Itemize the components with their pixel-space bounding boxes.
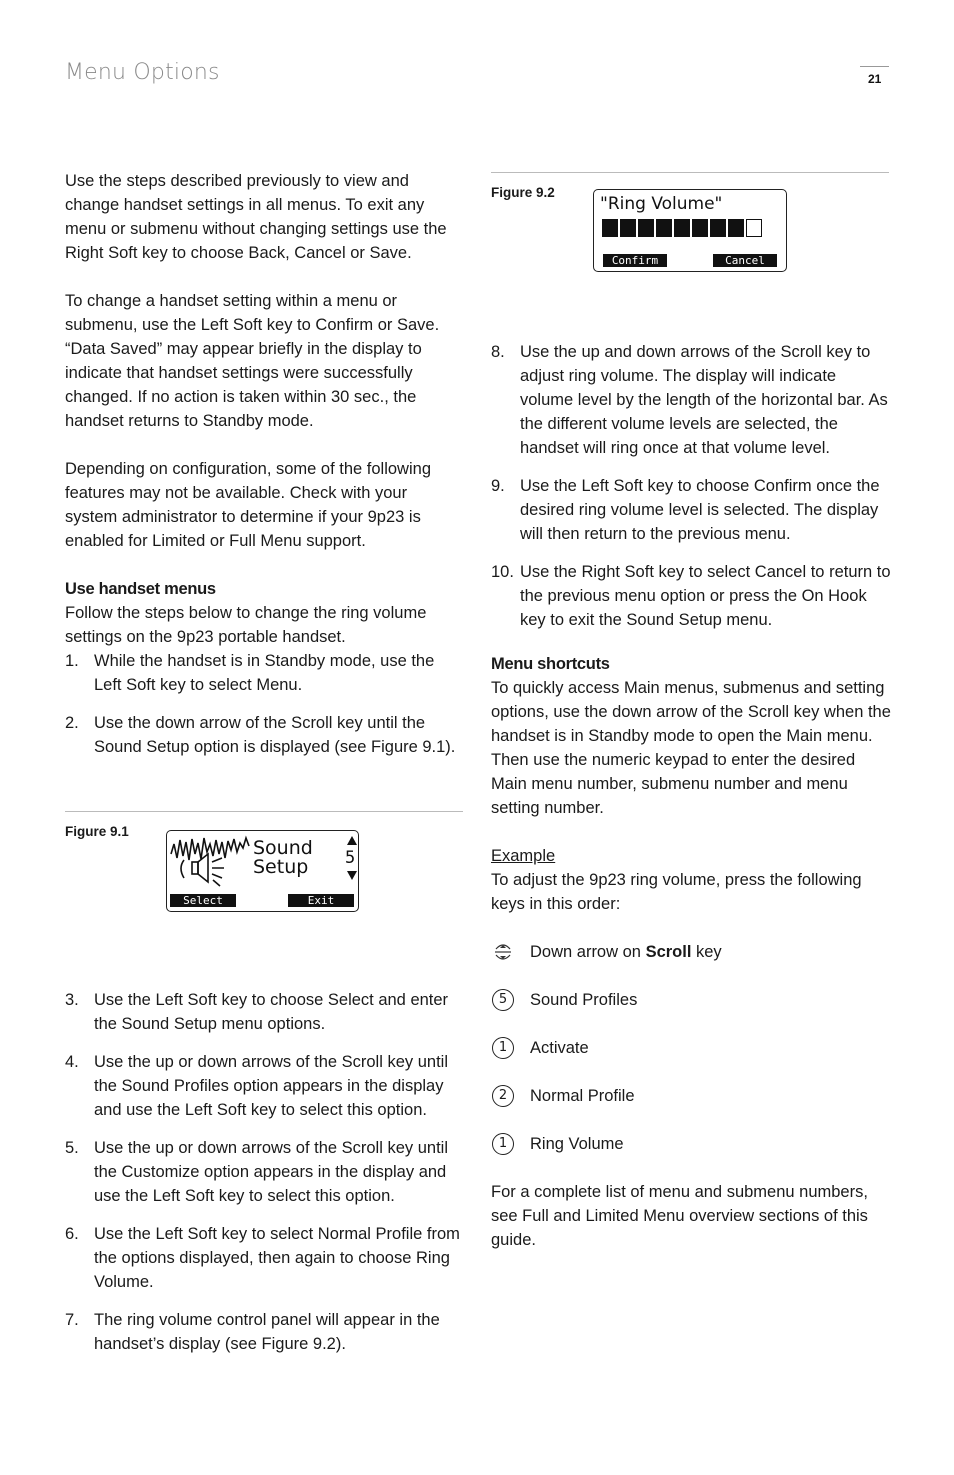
key-row-label: Normal Profile	[530, 1087, 635, 1105]
list-item	[65, 988, 463, 1036]
figure-9-1	[65, 811, 463, 912]
list-item	[65, 711, 463, 759]
key-row-label: Ring Volume	[530, 1135, 624, 1153]
intro-paragraph-2: To change a handset setting within a menu or submenu, use the Left Soft key to Confirm or Save. “Data Saved” may appear briefly in the display to indicate that handset settings were successfully changed. If no action is taken within 30 sec., the handset returns to Standby mode.	[65, 292, 440, 430]
step-text: The ring volume control panel will appear in the handset’s display (see Figure 9.2).	[94, 1311, 440, 1353]
shortcuts-heading: Menu shortcuts	[491, 655, 610, 673]
step-number: 2.	[65, 714, 79, 732]
list-item	[65, 1222, 463, 1294]
softkey-exit: Exit	[288, 894, 354, 907]
step-number: 9.	[491, 477, 505, 495]
key-2-icon	[491, 1084, 515, 1108]
lcd-line-2: Setup	[253, 856, 309, 878]
steps-list-c	[491, 340, 891, 632]
step-number: 8.	[491, 343, 505, 361]
step-number: 3.	[65, 991, 79, 1009]
handset-display	[593, 189, 787, 272]
page-number-rule	[860, 66, 889, 67]
step-number: 6.	[65, 1225, 79, 1243]
intro-paragraph-1: Use the steps described previously to view and change handset settings in all menus. To exit any menu or submenu without changing settings use the Right Soft key to choose Back, Cancel or Save.	[65, 172, 447, 262]
handset-display	[166, 830, 359, 912]
scroll-key-icon	[491, 940, 515, 964]
step-number: 7.	[65, 1311, 79, 1329]
step-text: While the handset is in Standby mode, use the Left Soft key to select Menu.	[94, 652, 435, 694]
page-header-title: Menu Options	[65, 60, 220, 85]
list-item	[491, 560, 891, 632]
example-heading: Example	[491, 847, 556, 865]
softkey-cancel: Cancel	[713, 254, 777, 267]
step-text: Use the Left Soft key to choose Confirm once the desired ring volume level is selected. The display will then return to the previous menu.	[520, 477, 880, 543]
step-text: Use the up and down arrows of the Scroll key to adjust ring volume. The display will indicate volume level by the length of the horizontal bar. As the different volume levels are selected, the handset will ring once at that volume level.	[520, 343, 888, 457]
intro-paragraph-3: Depending on configuration, some of the following features may not be available. Check with your system administrator to determine if your 9p23 is enabled for Limited or Full Menu support.	[65, 460, 431, 550]
key-row	[491, 988, 891, 1012]
key-label-prefix: Down arrow on	[530, 943, 646, 961]
volume-segment	[638, 219, 654, 237]
example-text: To adjust the 9p23 ring volume, press the following keys in this order:	[491, 871, 862, 913]
down-arrow-icon	[347, 871, 357, 880]
step-text: Use the down arrow of the Scroll key until the Sound Setup option is displayed (see Figure 9.1).	[94, 714, 456, 756]
volume-bar	[602, 219, 764, 239]
key-row-label: Activate	[530, 1039, 589, 1057]
volume-segment	[620, 219, 636, 237]
lcd-title: "Ring Volume"	[600, 194, 723, 214]
lcd-line-1: Sound	[253, 837, 313, 859]
key-row-scroll	[491, 940, 891, 964]
volume-segment	[746, 219, 762, 237]
figure-9-2	[491, 172, 891, 272]
step-number: 1.	[65, 652, 79, 670]
list-item	[65, 1308, 463, 1356]
key-row-label	[530, 940, 722, 964]
key-number: 5	[492, 989, 514, 1011]
softkey-select: Select	[170, 894, 236, 907]
key-1-icon	[491, 1036, 515, 1060]
volume-segment	[692, 219, 708, 237]
step-number: 5.	[65, 1139, 79, 1157]
page-number: 21	[868, 72, 882, 86]
key-row-label: Sound Profiles	[530, 991, 638, 1009]
step-number: 4.	[65, 1053, 79, 1071]
list-item	[491, 474, 891, 546]
section-heading: Use handset menus	[65, 580, 216, 598]
step-text: Use the Left Soft key to select Normal Profile from the options displayed, then again to choose Ring Volume.	[94, 1225, 460, 1291]
step-text: Use the Left Soft key to choose Select and enter the Sound Setup menu options.	[94, 991, 449, 1033]
list-item	[65, 1050, 463, 1122]
right-column	[491, 172, 891, 1252]
softkey-confirm: Confirm	[603, 254, 667, 267]
steps-list-a	[65, 649, 463, 759]
up-arrow-icon	[347, 836, 357, 845]
figure-rule	[491, 172, 889, 173]
left-column	[65, 169, 463, 1370]
volume-segment	[728, 219, 744, 237]
key-row	[491, 1132, 891, 1156]
figure-label: Figure 9.2	[491, 185, 555, 200]
key-number: 1	[492, 1133, 514, 1155]
list-item	[65, 649, 463, 697]
volume-segment	[710, 219, 726, 237]
volume-segment	[602, 219, 618, 237]
key-number: 1	[492, 1037, 514, 1059]
step-text: Use the up or down arrows of the Scroll key until the Customize option appears in the display and use the Left Soft key to select this option.	[94, 1139, 449, 1205]
list-item	[65, 1136, 463, 1208]
key-row	[491, 1084, 891, 1108]
shortcuts-text: To quickly access Main menus, submenus and setting options, use the down arrow of the Scroll key when the handset is in Standby mode to open the Main menu. Then use the numeric keypad to enter the desired Main menu number, submenu number and menu setting number.	[491, 679, 891, 817]
volume-segment	[674, 219, 690, 237]
key-5-icon	[491, 988, 515, 1012]
key-label-suffix: key	[691, 943, 722, 961]
key-1-icon	[491, 1132, 515, 1156]
closing-text: For a complete list of menu and submenu numbers, see Full and Limited Menu overview sections of this guide.	[491, 1183, 868, 1249]
figure-rule	[65, 811, 463, 812]
steps-list-b	[65, 988, 463, 1356]
key-number: 2	[492, 1085, 514, 1107]
key-row	[491, 1036, 891, 1060]
figure-label: Figure 9.1	[65, 824, 129, 839]
section-intro: Follow the steps below to change the ring volume settings on the 9p23 portable handset.	[65, 604, 427, 646]
step-text: Use the Right Soft key to select Cancel to return to the previous menu option or press the On Hook key to exit the Sound Setup menu.	[520, 563, 891, 629]
key-label-bold: Scroll	[645, 943, 692, 961]
volume-segment	[656, 219, 672, 237]
speaker-sound-icon	[170, 834, 252, 890]
menu-number: 5	[345, 848, 356, 868]
step-number: 10.	[491, 563, 514, 581]
list-item	[491, 340, 891, 460]
step-text: Use the up or down arrows of the Scroll key until the Sound Profiles option appears in the display and use the Left Soft key to select this option.	[94, 1053, 449, 1119]
